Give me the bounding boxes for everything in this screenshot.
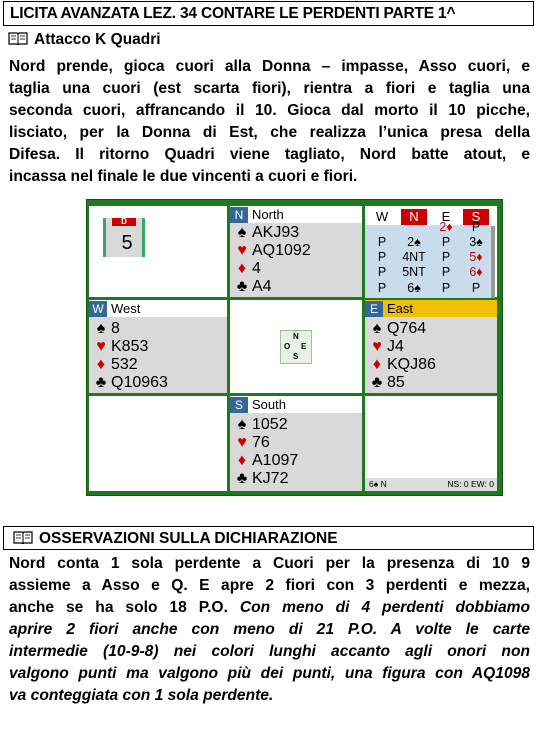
south-clubs: KJ72 xyxy=(252,470,289,487)
observation-line: intermedie (10-9-8) nei colori lunghi accanto agli onori non xyxy=(9,643,530,660)
east-name: East xyxy=(387,301,414,316)
bid-cell: P xyxy=(471,281,481,295)
heart-icon: ♥ xyxy=(237,242,247,259)
play-line: Nord prende, gioca cuori alla Donna – impasse, Asso cuori, e xyxy=(9,58,530,75)
south-spades: 1052 xyxy=(252,416,288,433)
compass-east: E xyxy=(301,342,307,351)
bid-cell: P xyxy=(441,235,451,249)
bid-header-south: S xyxy=(463,209,489,225)
compass-icon xyxy=(280,330,312,364)
observation-line: assieme a Asso e Q. E apre 2 fiori con 3 perdenti e mezza, xyxy=(9,577,530,594)
north-clubs: A4 xyxy=(252,278,272,295)
dealer-indicator: D xyxy=(112,218,136,226)
bid-cell: 5NT xyxy=(402,265,426,279)
observation-italic-part: Con meno di 4 perdenti dobbiamo xyxy=(239,599,531,616)
observation-line-mixed xyxy=(9,597,530,619)
book-icon xyxy=(13,531,33,544)
bid-cell: 2♠ xyxy=(407,235,421,249)
bridge-board xyxy=(86,199,503,496)
attack-text: Attacco K Quadri xyxy=(34,31,161,48)
east-clubs: 85 xyxy=(387,374,405,391)
west-clubs: Q10963 xyxy=(111,374,168,391)
spade-icon: ♠ xyxy=(237,416,247,433)
heart-icon: ♥ xyxy=(372,338,382,355)
bidding-table xyxy=(365,206,497,299)
bid-cell: 6♦ xyxy=(469,265,483,279)
observations-text xyxy=(9,553,530,707)
bid-cell: 2♦ xyxy=(439,220,453,234)
west-header xyxy=(89,300,140,317)
spade-icon: ♠ xyxy=(237,224,247,241)
board-number: 5 xyxy=(121,232,133,254)
play-line: incassa nel finale le due vincenti a cuori e fiori. xyxy=(9,168,358,185)
diamond-icon: ♦ xyxy=(96,356,106,373)
spade-icon: ♠ xyxy=(96,320,106,337)
south-cards xyxy=(230,413,362,491)
score-bar xyxy=(365,478,497,491)
east-spades: Q764 xyxy=(387,320,427,337)
bid-cell: P xyxy=(377,265,387,279)
bid-header-west: W xyxy=(375,209,389,224)
empty-cell xyxy=(89,396,227,491)
north-header xyxy=(230,206,284,223)
contract-label: 6♠ N xyxy=(369,479,387,489)
score-cell xyxy=(365,396,497,491)
bid-header-north: N xyxy=(401,209,427,225)
board-number-card xyxy=(97,214,144,261)
bid-cell: P xyxy=(441,265,451,279)
bid-cell: 3♠ xyxy=(469,235,483,249)
south-hearts: 76 xyxy=(252,434,270,451)
south-name: South xyxy=(252,397,286,412)
club-icon: ♣ xyxy=(371,374,383,391)
lesson-title: LICITA AVANZATA LEZ. 34 CONTARE LE PERDENTI PARTE 1^ xyxy=(10,5,456,22)
club-icon: ♣ xyxy=(95,374,107,391)
heart-icon: ♥ xyxy=(96,338,106,355)
compass-north: N xyxy=(293,332,299,341)
east-diamonds: KQJ86 xyxy=(387,356,436,373)
observations-title: OSSERVAZIONI SULLA DICHIARAZIONE xyxy=(39,530,338,547)
bid-cell: P xyxy=(377,281,387,295)
south-hand xyxy=(230,396,362,491)
south-seat-tag: S xyxy=(230,397,248,414)
bid-cell: P xyxy=(441,281,451,295)
observations-heading xyxy=(13,530,338,548)
west-seat-tag: W xyxy=(89,301,107,318)
observation-line: aprire 2 fiori anche con meno di 21 P.O. A volte le carte xyxy=(9,621,530,638)
bid-cell: P xyxy=(377,235,387,249)
north-seat-tag: N xyxy=(230,207,248,224)
play-line: lisciato, per la Donna di Est, che realizza l’unica presa della xyxy=(9,124,530,141)
observations-header-box xyxy=(3,526,534,550)
play-line: seconda cuori, affrancando il 10. Gioca dal morto il 10 picche, xyxy=(9,102,530,119)
board-number-panel xyxy=(103,218,145,257)
south-diamonds: A1097 xyxy=(252,452,299,469)
east-hand xyxy=(365,300,497,393)
club-icon: ♣ xyxy=(236,470,248,487)
observation-normal-part: anche se ha solo 18 P.O. xyxy=(9,599,228,616)
diamond-icon: ♦ xyxy=(372,356,382,373)
bid-cell: P xyxy=(377,250,387,264)
diamond-icon: ♦ xyxy=(237,452,247,469)
club-icon: ♣ xyxy=(236,278,248,295)
bidding-scrollbar[interactable] xyxy=(491,226,495,298)
bid-header-east: E xyxy=(441,209,451,224)
west-hand xyxy=(89,300,227,393)
east-hearts: J4 xyxy=(387,338,404,355)
north-spades: AKJ93 xyxy=(252,224,300,241)
play-description xyxy=(9,56,530,188)
bid-cell: P xyxy=(471,220,481,234)
east-header xyxy=(365,300,497,317)
book-icon xyxy=(8,32,28,45)
east-seat-tag: E xyxy=(365,301,383,318)
bid-cell: 6♠ xyxy=(407,281,421,295)
north-hand xyxy=(230,206,362,297)
west-hearts: K853 xyxy=(111,338,149,355)
observation-line: Nord conta 1 sola perdente a Cuori per la presenza di 10 9 xyxy=(9,555,530,572)
play-line: taglia una cuori (est scarta fiori), rientra a fiori e taglia una xyxy=(9,80,530,97)
east-cards xyxy=(365,317,497,393)
spade-icon: ♠ xyxy=(372,320,382,337)
north-hearts: AQ1092 xyxy=(252,242,311,259)
bid-cell: 4NT xyxy=(402,250,426,264)
bid-cell: 5♦ xyxy=(469,250,483,264)
play-line: Difesa. Il ritorno Quadri viene tagliato, Nord batte atout, e xyxy=(9,146,530,163)
west-spades: 8 xyxy=(111,320,120,337)
compass-west: O xyxy=(284,342,291,351)
west-cards xyxy=(89,317,227,393)
observation-line: va conteggiata con 1 sola perdente. xyxy=(9,687,274,704)
north-name: North xyxy=(252,207,284,222)
north-diamonds: 4 xyxy=(252,260,261,277)
bidding-box xyxy=(365,206,497,297)
heart-icon: ♥ xyxy=(237,434,247,451)
diamond-icon: ♦ xyxy=(237,260,247,277)
south-header xyxy=(230,396,286,413)
dealer-cell xyxy=(89,206,227,297)
compass-south: S xyxy=(293,352,299,361)
observation-line: valgono punti ma valgono più dei punti, una figura con AQ1098 xyxy=(9,665,530,682)
table-center xyxy=(230,300,362,393)
west-diamonds: 532 xyxy=(111,356,138,373)
west-name: West xyxy=(111,301,141,316)
bid-cell: P xyxy=(441,250,451,264)
score-label: NS: 0 EW: 0 xyxy=(447,479,494,489)
attack-heading xyxy=(8,31,161,49)
lesson-title-box xyxy=(3,1,534,26)
north-cards xyxy=(230,223,362,297)
